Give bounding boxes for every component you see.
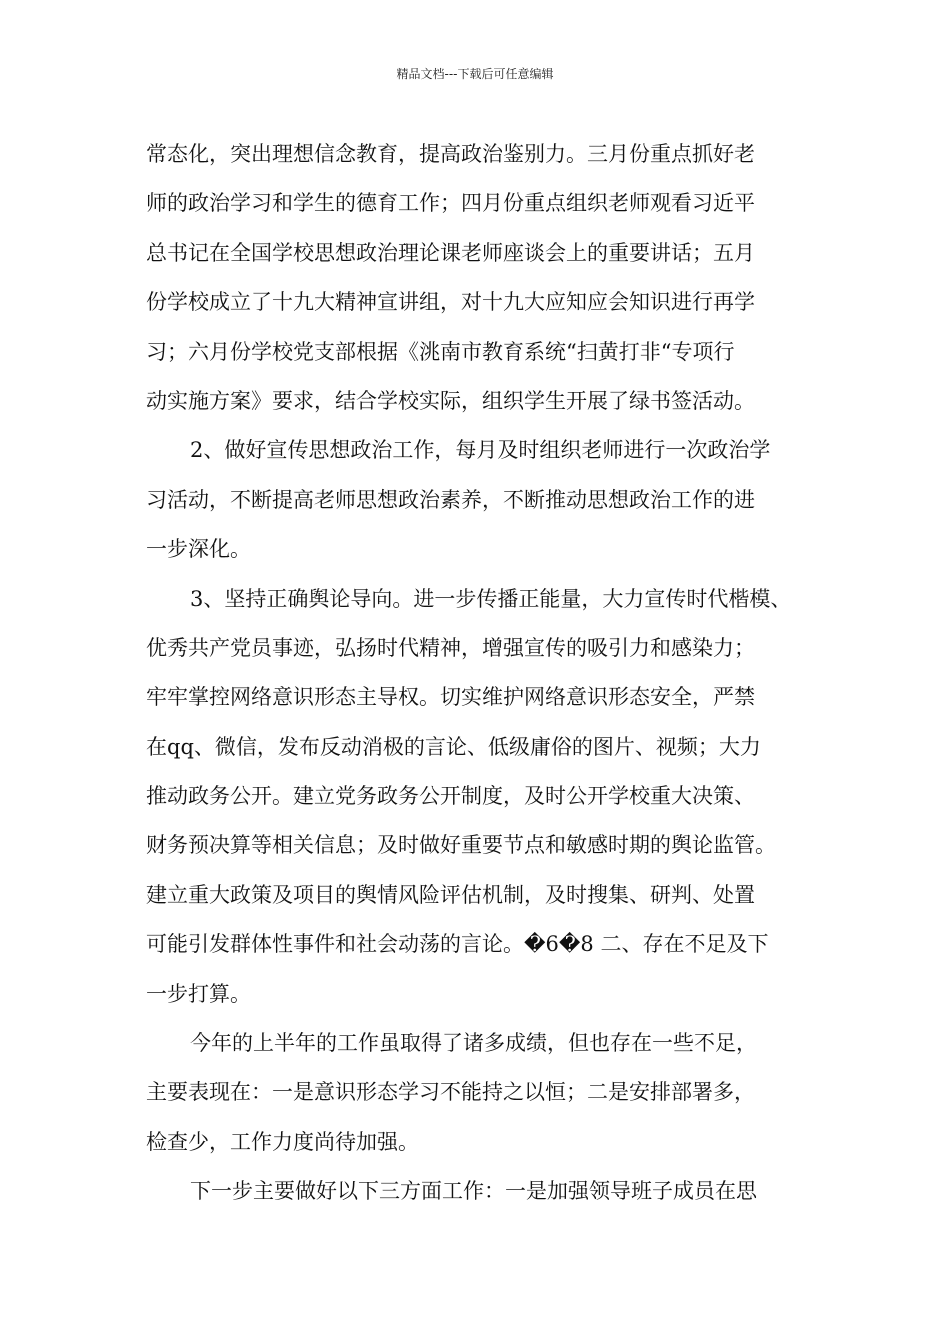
text-line: 推动政务公开。建立党务政务公开制度，及时公开学校重大决策、 [146, 784, 755, 809]
text-line: 可能引发群体性事件和社会动荡的言论。�6�8 二、存在不足及下 [146, 932, 769, 957]
text-line: 动实施方案》要求，结合学校实际，组织学生开展了绿书签活动。 [146, 388, 755, 413]
text-line: 一步深化。 [146, 537, 251, 562]
text-line: 下一步主要做好以下三方面工作：一是加强领导班子成员在思 [190, 1179, 757, 1204]
text-line: 建立重大政策及项目的舆情风险评估机制，及时搜集、研判、处置 [146, 882, 755, 907]
text-line: 习活动，不断提高老师思想政治素养，不断推动思想政治工作的进 [146, 487, 755, 512]
document-body [146, 130, 810, 1217]
text-line: 今年的上半年的工作虽取得了诸多成绩，但也存在一些不足， [190, 1031, 757, 1056]
text-line: 总书记在全国学校思想政治理论课老师座谈会上的重要讲话；五月 [146, 240, 755, 265]
text-line: 主要表现在：一是意识形态学习不能持之以恒；二是安排部署多， [146, 1080, 755, 1105]
text-line: 习；六月份学校党支部根据《洮南市教育系统“扫黄打非“专项行 [146, 339, 735, 364]
text-line: 3、坚持正确舆论导向。进一步传播正能量，大力宣传时代楷模、 [190, 586, 792, 611]
text-line: 2、做好宣传思想政治工作，每月及时组织老师进行一次政治学 [190, 438, 771, 463]
text-line: 份学校成立了十九大精神宣讲组，对十九大应知应会知识进行再学 [146, 290, 755, 315]
text-line: 一步打算。 [146, 981, 251, 1006]
text-line: 财务预决算等相关信息；及时做好重要节点和敏感时期的舆论监管。 [146, 833, 776, 858]
page-header: 精品文档---下载后可任意编辑 [396, 67, 554, 81]
text-line: 优秀共产党员事迹，弘扬时代精神，增强宣传的吸引力和感染力； [146, 635, 755, 660]
text-line: 在qq、微信，发布反动消极的言论、低级庸俗的图片、视频；大力 [146, 734, 761, 759]
text-line: 常态化，突出理想信念教育，提高政治鉴别力。三月份重点抓好老 [146, 142, 755, 166]
text-line: 检查少，工作力度尚待加强。 [146, 1129, 419, 1154]
text-line: 牢牢掌控网络意识形态主导权。切实维护网络意识形态安全，严禁 [146, 685, 755, 710]
text-line: 师的政治学习和学生的德育工作；四月份重点组织老师观看习近平 [146, 191, 755, 216]
